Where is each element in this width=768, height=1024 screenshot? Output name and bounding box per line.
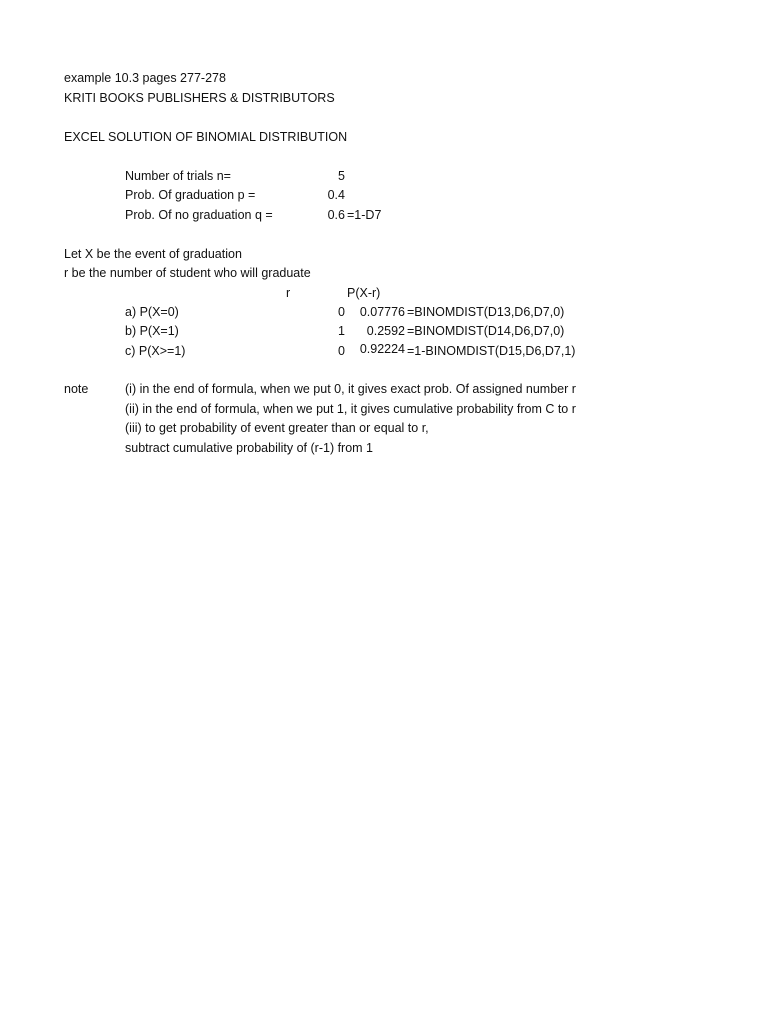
note-line: (ii) in the end of formula, when we put 1, it gives cumulative probability from C to r <box>125 402 576 416</box>
row-formula: =BINOMDIST(D14,D6,D7,0) <box>407 324 565 338</box>
column-header-probability: P(X-r) <box>347 286 381 300</box>
param-value-trials: 5 <box>338 169 345 183</box>
row-r-value: 0 <box>338 344 345 358</box>
note-line: subtract cumulative probability of (r-1) from 1 <box>125 441 374 455</box>
row-label: a) P(X=0) <box>125 305 179 319</box>
definition-r: r be the number of student who will graduate <box>64 266 311 280</box>
row-formula: =1-BINOMDIST(D15,D6,D7,1) <box>407 344 576 358</box>
row-r-value: 1 <box>338 324 345 338</box>
row-probability: 0.92224 <box>359 342 405 356</box>
source-reference: example 10.3 pages 277-278 <box>64 71 226 85</box>
param-value-p: 0.4 <box>327 188 345 202</box>
publisher-name: KRITI BOOKS PUBLISHERS & DISTRIBUTORS <box>64 91 335 105</box>
param-label-trials: Number of trials n= <box>125 169 231 183</box>
row-label: c) P(X>=1) <box>125 344 186 358</box>
row-probability: 0.07776 <box>359 305 405 319</box>
definition-x: Let X be the event of graduation <box>64 247 242 261</box>
row-probability: 0.2592 <box>366 324 405 338</box>
column-header-r: r <box>286 286 291 300</box>
row-label: b) P(X=1) <box>125 324 179 338</box>
param-label-p: Prob. Of graduation p = <box>125 188 256 202</box>
param-value-q: 0.6 <box>327 208 345 222</box>
note-label: note <box>64 382 89 396</box>
row-formula: =BINOMDIST(D13,D6,D7,0) <box>407 305 565 319</box>
note-line: (i) in the end of formula, when we put 0, it gives exact prob. Of assigned number r <box>125 382 576 396</box>
page-title: EXCEL SOLUTION OF BINOMIAL DISTRIBUTION <box>64 130 348 144</box>
param-formula-q: =1-D7 <box>347 208 382 222</box>
note-line: (iii) to get probability of event greater than or equal to r, <box>125 421 429 435</box>
param-label-q: Prob. Of no graduation q = <box>125 208 273 222</box>
row-r-value: 0 <box>338 305 345 319</box>
